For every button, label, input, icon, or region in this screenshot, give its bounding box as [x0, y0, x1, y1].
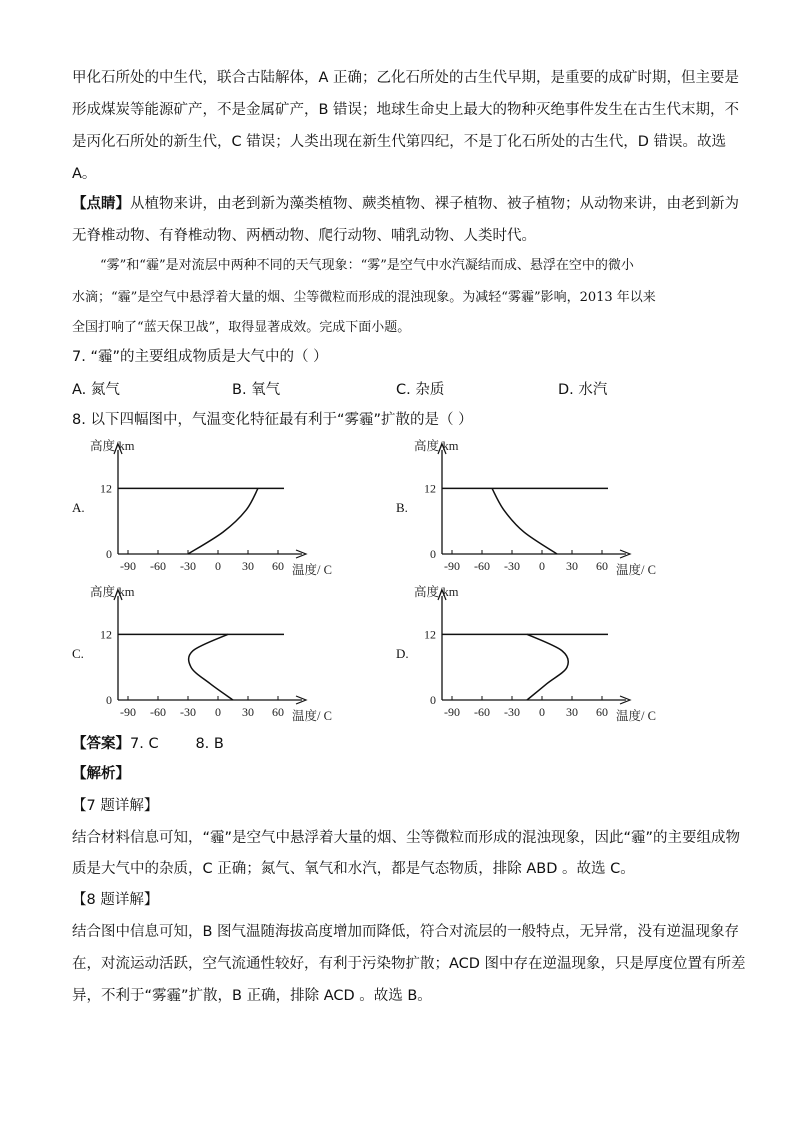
q7-detail-heading: 【7 题详解】 [72, 798, 159, 814]
chart-b-y-tick-label: 0 [430, 547, 436, 561]
chart-a-y-tick-label: 12 [100, 481, 112, 496]
chart-c-x-tick-label: -30 [180, 705, 196, 719]
question-8-stem: 8. 以下四幅图中，气温变化特征最有利于“雾霾”扩散的是（ ） [72, 412, 473, 428]
chart-b-x-tick-label: 60 [596, 559, 608, 573]
chart-c [88, 580, 348, 725]
chart-b-temperature-curve [492, 488, 557, 554]
chart-b-y-tick-label: 12 [424, 481, 436, 496]
chart-d-letter: D. [396, 646, 409, 661]
chart-c-x-tick-label: -60 [150, 705, 166, 719]
chart-d-title: 高度/km [414, 585, 459, 599]
q8-detail-line: 在，对流运动活跃，空气流通性较好，有利于污染物扩散；ACD 图中存在逆温现象，只是厚度位置有所差 [72, 956, 746, 972]
q8-detail-line: 结合图中信息可知，B 图气温随海拔高度增加而降低，符合对流层的一般特点，无异常，没有逆温现象存 [72, 924, 740, 940]
dianjing-line [72, 188, 739, 220]
chart-c-y-tick-label: 12 [100, 627, 112, 642]
chart-a-x-tick-label: -60 [150, 559, 166, 573]
paragraph-line: A。 [72, 166, 97, 182]
chart-a-temperature-curve [188, 488, 258, 554]
chart-b-x-tick-label: -30 [504, 559, 520, 573]
q7-detail-line: 质是大气中的杂质，C 正确；氮气、氧气和水汽，都是气态物质，排除 ABD 。故选 C。 [72, 861, 635, 877]
chart-b-letter: B. [396, 500, 408, 515]
paragraph-line: 甲化石所处的中生代，联合古陆解体，A 正确；乙化石所处的古生代早期，是重要的成矿时期，但主要是 [72, 70, 740, 86]
chart-b-x-tick-label: -90 [444, 559, 460, 573]
chart-d-x-tick-label: 30 [566, 705, 578, 719]
answer-line [72, 728, 722, 760]
paragraph-line: 是丙化石所处的新生代，C 错误；人类出现在新生代第四纪，不是丁化石所处的古生代，D 错误。故选 [72, 134, 727, 150]
chart-d-y-tick-label: 12 [424, 627, 436, 642]
chart-c-x-tick-label: -90 [120, 705, 136, 719]
chart-d-x-tick-label: -30 [504, 705, 520, 719]
chart-c-x-label: 温度/ C [292, 709, 332, 723]
chart-c-x-tick-label: 60 [272, 705, 284, 719]
chart-d-x-tick-label: 60 [596, 705, 608, 719]
q8-detail-line: 异，不利于“雾霾”扩散，B 正确，排除 ACD 。故选 B。 [72, 988, 432, 1004]
q7-option-d: D. 水汽 [558, 382, 608, 398]
analysis-label-text: 【解析】 [72, 766, 130, 782]
chart-a-x-tick-label: 0 [215, 559, 221, 573]
chart-c-temperature-curve [189, 634, 233, 700]
chart-a-y-tick-label: 0 [106, 547, 112, 561]
chart-b-x-tick-label: 0 [539, 559, 545, 573]
material-line: 水滴；“霾”是空气中悬浮着大量的烟、尘等微粒而形成的混浊现象。为减轻“雾霾”影响，2013 年以来 [72, 290, 656, 305]
answer-label: 【答案】 [72, 736, 130, 752]
chart-b-x-label: 温度/ C [616, 563, 656, 577]
q7-option-c: C. 杂质 [396, 382, 445, 398]
chart-d-svg [412, 580, 672, 725]
question-7-stem: 7. “霾”的主要组成物质是大气中的（ ） [72, 349, 328, 365]
chart-a-letter: A. [72, 500, 85, 515]
material-line: 全国打响了“蓝天保卫战”，取得显著成效。完成下面小题。 [72, 320, 411, 335]
chart-a [88, 434, 348, 579]
q8-detail-heading: 【8 题详解】 [72, 892, 159, 908]
chart-b-x-tick-label: -60 [474, 559, 490, 573]
dianjing-text: 从植物来讲，由老到新为藻类植物、蕨类植物、裸子植物、被子植物；从动物来讲，由老到新为 [130, 196, 739, 212]
q7-option-a: A. 氮气 [72, 382, 120, 398]
chart-c-x-tick-label: 0 [215, 705, 221, 719]
chart-a-x-tick-label: -90 [120, 559, 136, 573]
chart-a-svg [88, 434, 348, 579]
material-line: “雾”和“霾”是对流层中两种不同的天气现象：“雾”是空气中水汽凝结而成、悬浮在空中的微小 [100, 258, 634, 273]
dianjing-line: 无脊椎动物、有脊椎动物、两栖动物、爬行动物、哺乳动物、人类时代。 [72, 228, 536, 244]
chart-c-letter: C. [72, 646, 84, 661]
chart-a-x-tick-label: 60 [272, 559, 284, 573]
chart-c-x-tick-label: 30 [242, 705, 254, 719]
q7-option-b: B. 氧气 [232, 382, 281, 398]
chart-d [412, 580, 672, 725]
chart-d-x-tick-label: -60 [474, 705, 490, 719]
chart-b [412, 434, 672, 579]
chart-b-svg [412, 434, 672, 579]
chart-c-y-tick-label: 0 [106, 693, 112, 707]
chart-a-x-tick-label: 30 [242, 559, 254, 573]
chart-c-svg [88, 580, 348, 725]
q7-detail-line: 结合材料信息可知，“霾”是空气中悬浮着大量的烟、尘等微粒而形成的混浊现象，因此“霾”的主要组成物 [72, 830, 741, 846]
paragraph-line: 形成煤炭等能源矿产，不是金属矿产，B 错误；地球生命史上最大的物种灭绝事件发生在古生代末期，不 [72, 102, 740, 118]
chart-a-x-tick-label: -30 [180, 559, 196, 573]
chart-d-x-label: 温度/ C [616, 709, 656, 723]
chart-d-temperature-curve [527, 634, 568, 700]
dianjing-label: 【点睛】 [72, 196, 130, 212]
chart-b-x-tick-label: 30 [566, 559, 578, 573]
analysis-label [72, 758, 722, 790]
chart-a-x-label: 温度/ C [292, 563, 332, 577]
chart-c-title: 高度/km [90, 585, 135, 599]
chart-b-title: 高度/km [414, 439, 459, 453]
answer-text: 7. C 8. B [130, 736, 224, 752]
chart-d-y-tick-label: 0 [430, 693, 436, 707]
chart-d-x-tick-label: -90 [444, 705, 460, 719]
chart-d-x-tick-label: 0 [539, 705, 545, 719]
chart-a-title: 高度/km [90, 439, 135, 453]
